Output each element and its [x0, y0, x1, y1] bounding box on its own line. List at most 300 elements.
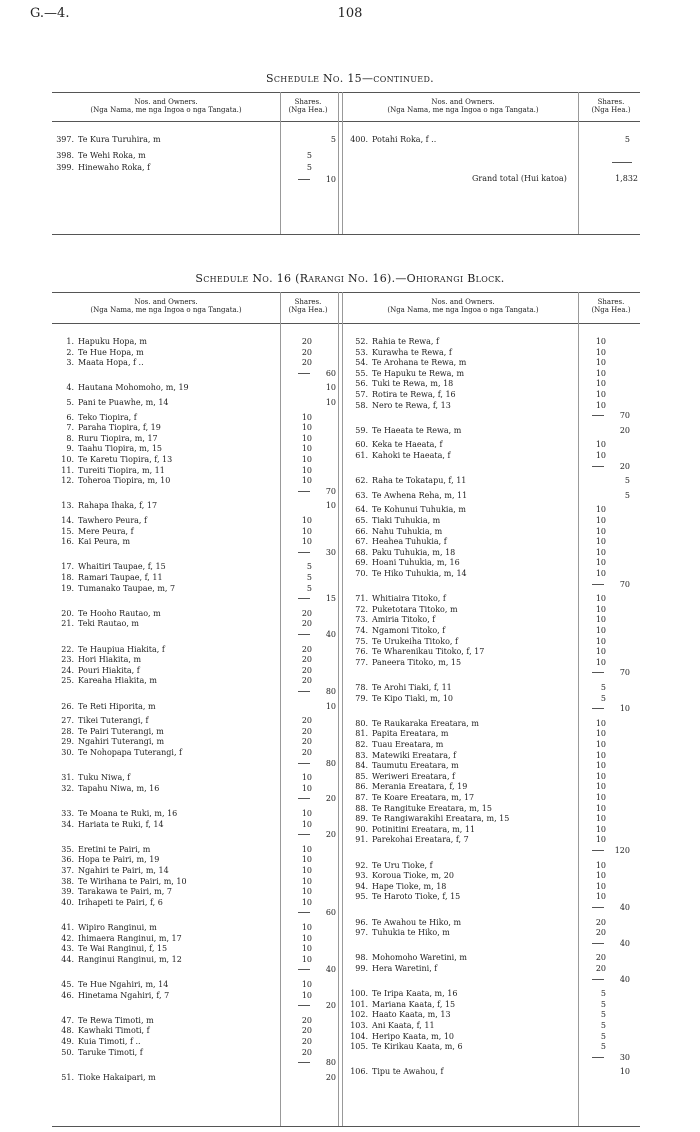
- share-value: 20: [301, 358, 312, 368]
- owner-name: Te Rewa Timoti, m: [78, 1015, 154, 1025]
- share-value: 20: [301, 644, 312, 654]
- row-number: 40.: [61, 897, 74, 907]
- owner-name: Teki Rautao, m: [78, 619, 139, 629]
- owner-name: Te Kipo Tiaki, m, 10: [372, 693, 454, 703]
- share-value: 10: [595, 516, 606, 525]
- share-value: 10: [301, 783, 312, 793]
- row-number: 36.: [61, 855, 74, 865]
- owner-name: Whaitiri Taupae, f, 15: [78, 562, 166, 572]
- row-number: 52.: [355, 337, 368, 346]
- owner-name: Te Arohana te Rewa, m: [372, 358, 467, 368]
- subtotal-row: [52, 758, 338, 770]
- owner-name: Tuau Ereatara, m: [372, 740, 444, 749]
- subtotal-row: [346, 1052, 632, 1064]
- row-number: 90.: [355, 824, 368, 834]
- owners-header-left: [52, 93, 280, 114]
- owner-name: Kai Peura, m: [78, 537, 131, 547]
- share-value: 20: [301, 337, 312, 346]
- row-number: 10.: [61, 455, 74, 464]
- share-value: 20: [301, 655, 312, 665]
- owner-name: Te Hapuku te Rewa, m: [372, 368, 465, 378]
- owner-name: Te Kura Turuhira, m: [78, 135, 161, 144]
- owner-name: Taumutu Ereatara, m: [372, 761, 459, 771]
- row-number: 19.: [61, 583, 74, 593]
- row-number: 89.: [355, 814, 368, 824]
- share-value: 20: [595, 964, 606, 973]
- owner-name: Te Karetu Tiopira, f, 13: [78, 455, 173, 464]
- row-number: 56.: [355, 379, 368, 389]
- share-value: 20: [595, 928, 606, 938]
- shares-header-left: [280, 93, 336, 114]
- row-number: 74.: [355, 626, 368, 635]
- row-number: 97.: [355, 928, 368, 938]
- owner-name: Ruru Tiopira, m, 17: [78, 433, 158, 443]
- share-value: 10: [301, 809, 312, 818]
- owner-name: Ngamoni Titoko, f: [372, 626, 446, 635]
- share-value: 10: [595, 604, 606, 614]
- row-number: 25.: [61, 676, 74, 686]
- row-number: 65.: [355, 516, 368, 525]
- row-number: 46.: [61, 990, 74, 1000]
- owner-name: Te Wai Ranginui, f, 15: [78, 944, 168, 954]
- owner-name: Papita Ereatara, m: [372, 729, 449, 739]
- share-value: 10: [301, 433, 312, 443]
- share-value: 10: [595, 547, 606, 557]
- share-value: 20: [301, 1026, 312, 1036]
- subtotal-row: [346, 667, 632, 679]
- owners-header-left: [52, 293, 280, 314]
- subtotal-value: 20: [619, 461, 630, 471]
- subtotal-value: 20: [325, 1072, 336, 1082]
- row-number: 58.: [355, 400, 368, 410]
- subtotal-row: [346, 703, 632, 715]
- share-value: 10: [595, 569, 606, 578]
- row-number: 35.: [61, 844, 74, 854]
- row-number: 48.: [61, 1026, 74, 1036]
- row-number: 98.: [355, 953, 368, 963]
- subtotal-row: [346, 845, 632, 857]
- subtotal-value: 60: [325, 908, 336, 918]
- schedule15-header: [52, 92, 640, 122]
- row-number: 60.: [355, 440, 368, 450]
- owner-name: Te Hue Hopa, m: [78, 347, 144, 357]
- row-number: 64.: [355, 505, 368, 515]
- owner-name: Hariata te Ruki, f, 14: [78, 819, 164, 829]
- owner-name: Te Haeata te Rewa, m: [372, 425, 462, 435]
- row-number: 24.: [61, 665, 74, 675]
- share-value: 5: [306, 163, 312, 172]
- share-value: 5: [306, 562, 312, 572]
- share-value: 20: [595, 953, 606, 963]
- rule-dash: [298, 634, 310, 635]
- table-row: [52, 701, 338, 713]
- row-number: 4.: [66, 383, 74, 393]
- owners-header-right-label: Nos. and Owners.: [431, 98, 495, 106]
- owners-header-left-sublabel: (Nga Nama, me nga Ingoa o nga Tangata.): [90, 106, 242, 114]
- subtotal-value: 10: [325, 701, 336, 711]
- owner-name: Ani Kaata, f, 11: [372, 1021, 435, 1030]
- row-number: 6.: [66, 412, 74, 422]
- share-value: 20: [301, 608, 312, 618]
- owner-name: Whitiaira Titoko, f: [372, 594, 446, 604]
- table-bottom-rule: [52, 1126, 640, 1127]
- owner-name: Tarakawa te Pairi, m, 7: [78, 887, 172, 897]
- rule-dash: [612, 162, 632, 163]
- share-value: 20: [301, 665, 312, 675]
- owner-name: Hape Tioke, m, 18: [372, 881, 447, 891]
- rule-dash: [592, 850, 604, 851]
- owner-name: Weriweri Ereatara, f: [372, 771, 455, 781]
- share-value: 10: [595, 368, 606, 378]
- owner-name: Tumanako Taupae, m, 7: [78, 583, 176, 593]
- grand-total-label: Grand total (Hui katoa): [472, 174, 567, 183]
- owners-header-right-sublabel: (Nga Nama, me nga Ingoa o nga Tangata.): [387, 106, 539, 114]
- row-number: 21.: [61, 619, 74, 629]
- share-value: 5: [600, 1010, 606, 1020]
- right-shares-divider: [578, 92, 579, 234]
- subtotal-value: 20: [325, 830, 336, 840]
- row-number: 30.: [61, 748, 74, 757]
- rule-dash: [592, 672, 604, 673]
- owner-name: Kareaha Hiakita, m: [78, 676, 157, 686]
- row-number: 29.: [61, 737, 74, 747]
- owner-name: Pouri Hiakita, f: [78, 665, 140, 675]
- subtotal-row: [52, 629, 338, 641]
- row-number: 105.: [350, 1042, 368, 1052]
- subtotal-row: [346, 974, 632, 986]
- subtotal-row: [52, 793, 338, 805]
- row-number: 51.: [61, 1072, 74, 1082]
- row-number: 22.: [61, 644, 74, 654]
- row-number: 103.: [350, 1021, 368, 1030]
- owner-name: Heripo Kaata, m, 10: [372, 1031, 455, 1041]
- center-divider: [338, 92, 339, 234]
- subtotal-value: 5: [624, 490, 630, 500]
- schedule16-header: [52, 292, 640, 324]
- schedule-16-title: Schedule No. 16 (Rarangi No. 16).—Ohiorangi Block.: [195, 272, 505, 285]
- owner-name: Te Wehi Roka, m: [78, 151, 146, 160]
- rule-dash: [298, 598, 310, 599]
- owner-name: Mariana Kaata, f, 15: [372, 999, 456, 1009]
- row-number: 53.: [355, 347, 368, 357]
- row-number: 44.: [61, 954, 74, 964]
- row-number: 87.: [355, 793, 368, 802]
- subtotal-row: [346, 461, 632, 473]
- row-number: 7.: [66, 423, 74, 433]
- table-row: [52, 382, 338, 394]
- subtotal-value: 5: [624, 135, 630, 144]
- owner-name: Te Iripa Kaata, m, 16: [372, 989, 458, 999]
- share-value: 20: [301, 1047, 312, 1057]
- owner-name: Irihapeti te Pairi, f, 6: [78, 897, 163, 907]
- share-value: 5: [600, 999, 606, 1009]
- row-number: 100.: [350, 989, 368, 999]
- table-row: [346, 490, 632, 502]
- share-value: 10: [595, 379, 606, 389]
- share-value: 10: [301, 516, 312, 525]
- share-value: 10: [301, 897, 312, 907]
- subtotal-value: 10: [325, 175, 336, 184]
- share-value: 10: [595, 615, 606, 625]
- share-value: 5: [600, 1042, 606, 1052]
- share-value: 10: [595, 860, 606, 870]
- row-number: 85.: [355, 771, 368, 781]
- row-number: 82.: [355, 740, 368, 749]
- owner-name: Kuia Timoti, f ..: [78, 1037, 141, 1046]
- table-row: [346, 1066, 632, 1078]
- row-number: 12.: [61, 476, 74, 486]
- row-number: 79.: [355, 693, 368, 703]
- shares-header-left-sublabel: (Nga Hea.): [288, 106, 328, 114]
- grand-total-value: 1,832: [615, 174, 638, 183]
- owner-name: Mohomoho Waretini, m: [372, 953, 467, 963]
- row-number: 83.: [355, 750, 368, 760]
- owner-name: Hoani Tuhukia, m, 16: [372, 558, 460, 568]
- share-value: 10: [301, 526, 312, 536]
- share-value: 10: [595, 803, 606, 813]
- owner-name: Keka te Haeata, f: [372, 440, 443, 450]
- subtotal-value: 70: [619, 411, 630, 421]
- owner-name: Te Hooho Rautao, m: [78, 608, 161, 618]
- owner-name: Ihimaera Ranginui, m, 17: [78, 933, 182, 943]
- subtotal-value: 80: [325, 1058, 336, 1068]
- row-number: 41.: [61, 923, 74, 932]
- row-number: 45.: [61, 980, 74, 989]
- owner-name: Ngahiri Tuterangi, m: [78, 737, 165, 747]
- page-header: [30, 6, 670, 26]
- owner-name: Te Haupiua Hiakita, f: [78, 644, 165, 654]
- subtotal-row: [346, 938, 632, 950]
- share-value: 5: [306, 583, 312, 593]
- row-number: 42.: [61, 933, 74, 943]
- share-value: 10: [301, 537, 312, 547]
- row-number: 11.: [61, 465, 74, 475]
- owner-name: Te Urukeiha Titoko, f: [372, 636, 458, 646]
- row-number: 78.: [355, 683, 368, 692]
- subtotal-value: 40: [619, 903, 630, 912]
- subtotal-value: 40: [619, 974, 630, 984]
- row-number: 16.: [61, 537, 74, 547]
- owner-name: Kawhaki Timoti, f: [78, 1026, 150, 1036]
- share-value: 10: [595, 793, 606, 802]
- owner-name: Te Awhena Reha, m, 11: [372, 490, 468, 500]
- shares-header-right-label: Shares.: [597, 98, 625, 106]
- shares-header-left-sublabel: (Nga Hea.): [288, 306, 328, 314]
- owner-name: Te Kirikau Kaata, m, 6: [372, 1042, 463, 1052]
- row-number: 62.: [355, 476, 368, 486]
- subtotal-value: 10: [325, 383, 336, 393]
- row-number: 34.: [61, 819, 74, 829]
- owner-name: Ranginui Ranginui, m, 12: [78, 954, 182, 964]
- owner-name: Potahi Roka, f ..: [372, 135, 437, 144]
- subtotal-value: 70: [325, 486, 336, 496]
- owner-name: Te Rangiwarakihi Ereatara, m, 15: [372, 814, 510, 824]
- share-value: 10: [301, 866, 312, 875]
- row-number: 84.: [355, 761, 368, 771]
- table-row: [52, 150, 338, 162]
- shares-header-right: [582, 93, 640, 114]
- owner-name: Hopa te Pairi, m, 19: [78, 855, 160, 865]
- owner-name: Te Nohopapa Tuterangi, f: [78, 748, 183, 757]
- row-number: 399.: [56, 163, 74, 172]
- subtotal-value: 10: [619, 1067, 630, 1077]
- share-value: 10: [301, 954, 312, 964]
- owner-name: Eretini te Pairi, m: [78, 844, 151, 854]
- owner-name: Tuki te Rewa, m, 18: [372, 379, 454, 389]
- share-value: 10: [301, 844, 312, 854]
- owner-name: Maata Hopa, f ..: [78, 358, 144, 368]
- row-number: 28.: [61, 726, 74, 736]
- owner-name: Matewiki Ereatara, f: [372, 750, 457, 760]
- row-number: 23.: [61, 655, 74, 665]
- share-value: 20: [301, 347, 312, 357]
- share-value: 10: [595, 771, 606, 781]
- owners-header-right-sublabel: (Nga Nama, me nga Ingoa o nga Tangata.): [387, 306, 539, 314]
- owner-name: Hautana Mohomoho, m, 19: [78, 383, 189, 393]
- row-number: 8.: [66, 433, 74, 443]
- row-number: 55.: [355, 368, 368, 378]
- subtotal-value: 80: [325, 687, 336, 696]
- owner-name: Tiaki Tuhukia, m: [372, 516, 441, 525]
- subtotal-value: 10: [325, 501, 336, 511]
- owner-name: Rotira te Rewa, f, 16: [372, 390, 456, 399]
- row-number: 92.: [355, 860, 368, 870]
- subtotal-row: [52, 368, 338, 380]
- share-value: 5: [306, 151, 312, 160]
- row-number: 20.: [61, 608, 74, 618]
- share-value: 10: [301, 876, 312, 886]
- subtotal-value: 70: [619, 579, 630, 589]
- share-value: 10: [301, 819, 312, 829]
- row-number: 398.: [56, 151, 74, 160]
- row-number: 9.: [66, 444, 74, 454]
- share-value: 10: [595, 558, 606, 568]
- row-number: 397.: [56, 135, 74, 144]
- share-value: 10: [595, 782, 606, 792]
- owners-header-right: [346, 293, 580, 314]
- share-value: 10: [595, 881, 606, 891]
- share-value: 10: [595, 505, 606, 515]
- subtotal-row: [52, 593, 338, 605]
- share-value: 20: [301, 716, 312, 726]
- owner-name: Mere Peura, f: [78, 526, 134, 536]
- row-number: 57.: [355, 390, 368, 399]
- row-number: 80.: [355, 718, 368, 728]
- owner-name: Hinetama Ngahiri, f, 7: [78, 990, 170, 1000]
- owner-name: Ngahiri te Pairi, m, 14: [78, 866, 169, 875]
- row-number: 95.: [355, 892, 368, 902]
- subtotal-row: [52, 174, 338, 186]
- owner-name: Rahapa Ihaka, f, 17: [78, 501, 158, 511]
- owner-name: Paku Tuhukia, m, 18: [372, 547, 456, 557]
- owner-name: Koroua Tioke, m, 20: [372, 871, 454, 881]
- schedule-15-title: Schedule No. 15—continued.: [266, 72, 434, 85]
- owner-name: Paraha Tiopira, f, 19: [78, 423, 161, 433]
- share-value: 5: [600, 1021, 606, 1030]
- rule-dash: [298, 1005, 310, 1006]
- share-value: 10: [595, 400, 606, 410]
- schedule-16-table: [52, 292, 640, 1132]
- subtotal-value: 10: [325, 398, 336, 407]
- subtotal-value: 40: [325, 630, 336, 639]
- owner-name: Haato Kaata, m, 13: [372, 1010, 451, 1020]
- owner-name: Tureiti Tiopira, m, 11: [78, 465, 165, 475]
- subtotal-value: 30: [325, 547, 336, 557]
- subtotal-value: 30: [619, 1052, 630, 1062]
- row-number: 49.: [61, 1037, 74, 1046]
- share-value: 10: [595, 657, 606, 667]
- rule-dash: [592, 708, 604, 709]
- owner-name: Hinewaho Roka, f: [78, 163, 151, 172]
- row-number: 27.: [61, 716, 74, 726]
- owner-name: Tuhukia te Hiko, m: [372, 928, 450, 938]
- owners-header-right: [346, 93, 580, 114]
- subtotal-value: 20: [325, 1001, 336, 1011]
- share-value: 20: [595, 917, 606, 927]
- share-value: 10: [595, 814, 606, 824]
- row-number: 400.: [350, 135, 368, 144]
- owner-name: Hori Hiakita, m: [78, 655, 142, 665]
- row-number: 5.: [66, 398, 74, 407]
- share-value: 10: [595, 440, 606, 450]
- rule-dash: [298, 179, 310, 180]
- share-value: 10: [301, 423, 312, 433]
- share-value: 10: [595, 337, 606, 346]
- share-value: 10: [301, 412, 312, 422]
- share-value: 10: [595, 526, 606, 536]
- row-number: 71.: [355, 594, 368, 604]
- subtotal-value: 10: [619, 704, 630, 714]
- subtotal-value: 15: [325, 594, 336, 604]
- row-number: 104.: [350, 1031, 368, 1041]
- subtotal-row: [52, 829, 338, 841]
- row-number: 102.: [350, 1010, 368, 1020]
- owner-name: Tipu te Awahou, f: [372, 1067, 444, 1077]
- owner-name: Tikei Tuterangi, f: [78, 716, 149, 726]
- row-number: 2.: [66, 347, 74, 357]
- row-number: 77.: [355, 657, 368, 667]
- row-number: 54.: [355, 358, 368, 368]
- share-value: 10: [595, 892, 606, 902]
- subtotal-row: [52, 686, 338, 698]
- owner-name: Wipiro Ranginui, m: [78, 923, 157, 932]
- shares-header-left: [280, 293, 336, 314]
- row-number: 39.: [61, 887, 74, 897]
- row-number: 69.: [355, 558, 368, 568]
- rule-dash: [298, 373, 310, 374]
- owner-name: Te Wirihana te Pairi, m, 10: [78, 876, 187, 886]
- rule-dash: [298, 969, 310, 970]
- rule-dash: [298, 912, 310, 913]
- owner-name: Te Arohi Tiaki, f, 11: [372, 683, 452, 692]
- owner-name: Paneera Titoko, m, 15: [372, 657, 462, 667]
- row-number: 14.: [61, 516, 74, 525]
- rule-dash: [592, 584, 604, 585]
- table-bottom-rule: [52, 234, 640, 235]
- share-value: 10: [595, 647, 606, 657]
- table-row: [52, 500, 338, 512]
- subtotal-row: [52, 1057, 338, 1069]
- row-number: 50.: [61, 1047, 74, 1057]
- row-number: 31.: [61, 773, 74, 783]
- shares-header-right-sublabel: (Nga Hea.): [591, 106, 631, 114]
- row-number: 18.: [61, 573, 74, 582]
- owners-header-left-label: Nos. and Owners.: [134, 298, 198, 306]
- owner-name: Heahea Tuhukia, f: [372, 537, 447, 547]
- owner-name: Te Hiko Tuhukia, m, 14: [372, 569, 467, 578]
- subtotal-value: 40: [325, 965, 336, 975]
- share-value: 10: [595, 347, 606, 357]
